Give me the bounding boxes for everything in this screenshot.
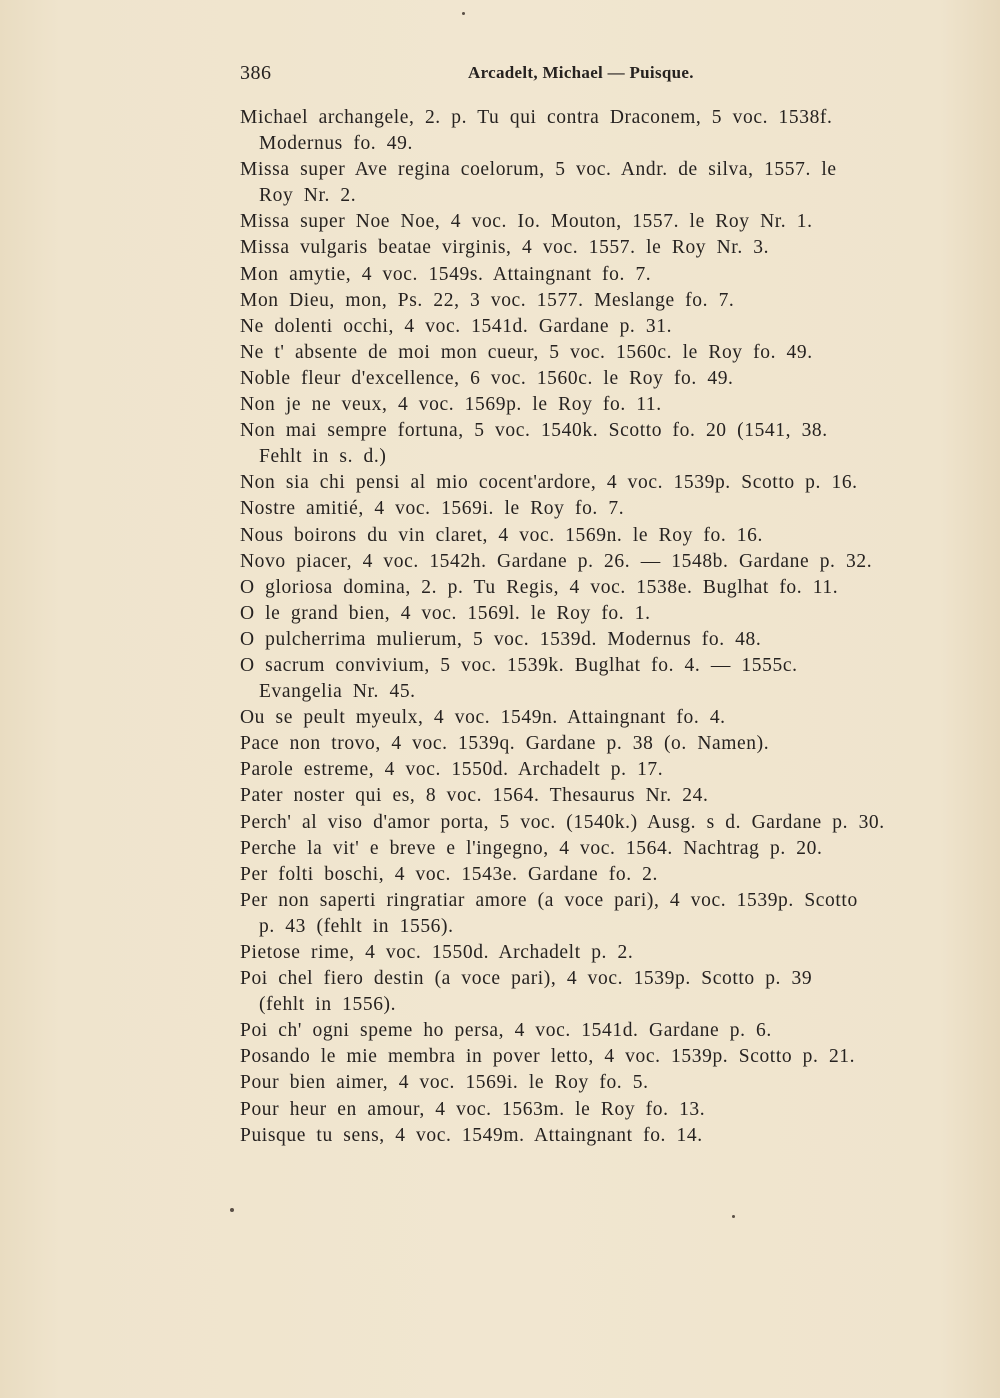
entry-line: O sacrum convivium, 5 voc. 1539k. Buglhat fo. 4. — 1555c. <box>240 654 798 676</box>
entry-line: Nostre amitié, 4 voc. 1569i. le Roy fo. 7. <box>240 498 625 520</box>
entry-line: Poi chel fiero destin (a voce pari), 4 voc. 1539p. Scotto p. 39 <box>240 968 813 990</box>
catalog-entry <box>240 757 930 783</box>
entry-continuation-line: Roy Nr. 2. <box>259 185 357 207</box>
entry-line: Pietose rime, 4 voc. 1550d. Archadelt p. 2. <box>240 942 634 963</box>
entry-line: Perche la vit' e breve e l'ingegno, 4 voc. 1564. Nachtrag p. 20. <box>240 837 823 859</box>
entry-line: Non je ne veux, 4 voc. 1569p. le Roy fo. 11. <box>240 394 662 416</box>
entry-line: Pater noster qui es, 8 voc. 1564. Thesaurus Nr. 24. <box>240 785 709 807</box>
catalog-entry <box>240 705 930 731</box>
catalog-entry <box>240 731 930 757</box>
running-head: Arcadelt, Michael — Puisque. <box>468 63 694 82</box>
catalog-entry <box>240 810 930 836</box>
catalog-entry <box>240 1018 930 1044</box>
catalog-entry <box>240 549 930 575</box>
entry-line: Parole estreme, 4 voc. 1550d. Archadelt p. 17. <box>240 759 664 781</box>
catalog-entry <box>240 836 930 862</box>
catalog-entry <box>240 418 930 470</box>
catalog-entry <box>240 627 930 653</box>
entry-line: O pulcherrima mulierum, 5 voc. 1539d. Modernus fo. 48. <box>240 628 762 650</box>
catalog-entry <box>240 1070 930 1096</box>
entry-line: Ne t' absente de moi mon cueur, 5 voc. 1560c. le Roy fo. 49. <box>240 341 813 363</box>
catalog-entry <box>240 470 930 496</box>
entry-line: Puisque tu sens, 4 voc. 1549m. Attaingnant fo. 14. <box>240 1124 703 1146</box>
catalog-entry <box>240 288 930 314</box>
entry-line: Per folti boschi, 4 voc. 1543e. Gardane fo. 2. <box>240 863 658 885</box>
catalog-entry <box>240 496 930 522</box>
entry-line: Pour heur en amour, 4 voc. 1563m. le Roy fo. 13. <box>240 1098 706 1120</box>
catalog-entry <box>240 966 930 1018</box>
catalog-entry <box>240 157 930 209</box>
ink-speck <box>230 1208 234 1212</box>
catalog-entry <box>240 209 930 235</box>
entry-continuation-line: (fehlt in 1556). <box>259 994 397 1016</box>
ink-speck <box>462 12 465 15</box>
entry-line: Pour bien aimer, 4 voc. 1569i. le Roy fo. 5. <box>240 1072 649 1094</box>
entry-line: Ou se peult myeulx, 4 voc. 1549n. Attaingnant fo. 4. <box>240 707 726 729</box>
entry-line: Per non saperti ringratiar amore (a voce pari), 4 voc. 1539p. Scotto <box>240 889 858 911</box>
entry-line: Perch' al viso d'amor porta, 5 voc. (1540k.) Ausg. s d. Gardane p. 30. <box>240 811 885 833</box>
catalog-entry <box>240 523 930 549</box>
entry-line: Non mai sempre fortuna, 5 voc. 1540k. Scotto fo. 20 (1541, 38. <box>240 420 828 442</box>
entry-line: Mon Dieu, mon, Ps. 22, 3 voc. 1577. Meslange fo. 7. <box>240 289 735 311</box>
entry-line: Missa super Noe Noe, 4 voc. Io. Mouton, 1557. le Roy Nr. 1. <box>240 211 813 233</box>
catalog-entry <box>240 888 930 940</box>
entry-line: Pace non trovo, 4 voc. 1539q. Gardane p. 38 (o. Namen). <box>240 733 770 755</box>
entry-line: Michael archangele, 2. p. Tu qui contra Draconem, 5 voc. 1538f. <box>240 107 833 128</box>
catalog-entry <box>240 1044 930 1070</box>
entry-line: O gloriosa domina, 2. p. Tu Regis, 4 voc. 1538e. Buglhat fo. 11. <box>240 576 839 598</box>
entry-line: Noble fleur d'excellence, 6 voc. 1560c. le Roy fo. 49. <box>240 367 734 389</box>
entry-line: Non sia chi pensi al mio cocent'ardore, 4 voc. 1539p. Scotto p. 16. <box>240 472 858 494</box>
entry-line: Missa super Ave regina coelorum, 5 voc. Andr. de silva, 1557. le <box>240 159 837 181</box>
entry-continuation-line: Modernus fo. 49. <box>259 133 413 155</box>
page-header <box>240 62 920 90</box>
catalog-entry <box>240 235 930 261</box>
catalog-entry <box>240 262 930 288</box>
catalog-entry <box>240 783 930 809</box>
page-number: 386 <box>240 62 272 84</box>
catalog-entry <box>240 392 930 418</box>
catalog-entry <box>240 340 930 366</box>
entry-line: Missa vulgaris beatae virginis, 4 voc. 1557. le Roy Nr. 3. <box>240 237 770 259</box>
entry-line: Ne dolenti occhi, 4 voc. 1541d. Gardane p. 31. <box>240 315 673 337</box>
catalog-entry <box>240 366 930 392</box>
entry-line: Mon amytie, 4 voc. 1549s. Attaingnant fo. 7. <box>240 263 652 285</box>
catalog-entry <box>240 314 930 340</box>
catalog-entry <box>240 1123 930 1149</box>
entry-line: Novo piacer, 4 voc. 1542h. Gardane p. 26. — 1548b. Gardane p. 32. <box>240 550 873 572</box>
catalog-entry <box>240 601 930 627</box>
entry-line: O le grand bien, 4 voc. 1569l. le Roy fo. 1. <box>240 602 651 624</box>
catalog-entry <box>240 862 930 888</box>
catalog-entry <box>240 1097 930 1123</box>
entry-line: Nous boirons du vin claret, 4 voc. 1569n. le Roy fo. 16. <box>240 524 763 546</box>
entry-line: Posando le mie membra in pover letto, 4 voc. 1539p. Scotto p. 21. <box>240 1046 856 1068</box>
entry-continuation-line: Fehlt in s. d.) <box>259 446 387 468</box>
catalog-entry <box>240 653 930 705</box>
ink-speck <box>732 1215 735 1218</box>
catalog-entry-list <box>240 105 930 1149</box>
entry-continuation-line: Evangelia Nr. 45. <box>259 681 416 703</box>
catalog-entry <box>240 940 930 966</box>
entry-line: Poi ch' ogni speme ho persa, 4 voc. 1541d. Gardane p. 6. <box>240 1020 772 1042</box>
catalog-entry <box>240 105 930 157</box>
entry-continuation-line: p. 43 (fehlt in 1556). <box>259 915 454 937</box>
catalog-entry <box>240 575 930 601</box>
